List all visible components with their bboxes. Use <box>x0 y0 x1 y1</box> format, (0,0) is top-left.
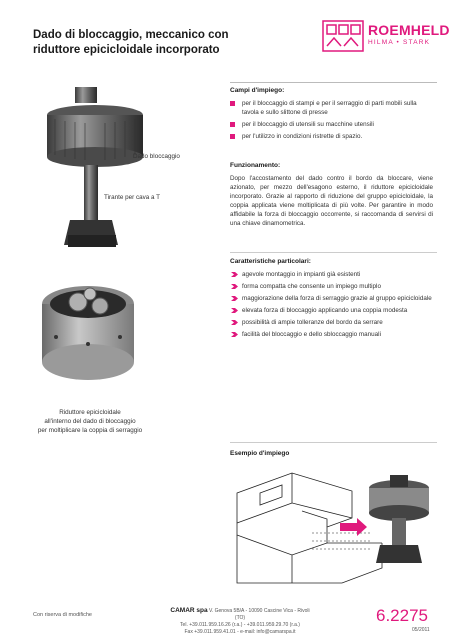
planetary-gear-image <box>38 282 138 387</box>
label-dado: Dado bloccaggio <box>133 153 180 160</box>
header-divider <box>230 82 437 83</box>
document-date: 05/2011 <box>412 627 430 633</box>
gear-caption <box>27 408 153 435</box>
page-title: Dado di bloccaggio, meccanico con riduttore epicicloidale incorporato <box>33 29 229 56</box>
caratteristiche-section <box>230 258 435 342</box>
caratteristiche-item: elevata forza di bloccaggio applicando una coppia modesta <box>230 306 435 315</box>
clamping-nut-image <box>40 85 150 260</box>
logo-brand: ROEMHELD <box>368 22 450 38</box>
footer-fax: Fax +39.011.959.41.01 - e-mail: info@camarspa.it <box>184 629 296 635</box>
arrow-bullet-icon <box>230 270 239 279</box>
footer-company: CAMAR spa <box>170 607 208 614</box>
funzionamento-text: Dopo l'accostamento del dado contro il bordo da bloccare, viene azionato, per mezzo dell'esagono esterno, il riduttore epicicloidale incorporato. Grazie al rapporto di riduzione del gruppo epicicloidale, la coppia applicata viene moltiplicata di più volte. Per garantire in modo affidabile la forza di bloccaggio occorrente, si raccomanda di servirsi di una chiave dinamometrica. <box>230 175 433 227</box>
roemheld-logo <box>322 20 450 60</box>
arrow-bullet-icon <box>230 282 239 291</box>
campi-item: per il bloccaggio di stampi e per il serraggio di parti mobili sulla tavola e sullo slittone di presse <box>230 99 435 117</box>
caratteristiche-item: forma compatta che consente un impiego multiplo <box>230 282 435 291</box>
square-bullet-icon <box>230 101 235 106</box>
gear-caption-line-1: Riduttore epicicloidale <box>59 409 121 416</box>
campi-section <box>230 87 435 144</box>
arrow-bullet-icon <box>230 294 239 303</box>
campi-item: per il bloccaggio di utensili su macchine utensili <box>230 120 435 129</box>
arrow-bullet-icon <box>230 330 239 339</box>
arrow-bullet-icon <box>230 306 239 315</box>
document-code: 6.2275 <box>376 606 428 625</box>
campi-heading: Campi d'impiego: <box>230 87 285 94</box>
section-divider <box>230 442 437 443</box>
square-bullet-icon <box>230 134 235 139</box>
square-bullet-icon <box>230 122 235 127</box>
footer-address: V. Genova 5B/A - 10090 Cascine Vica - Rivoli (TO) <box>208 608 310 621</box>
caratteristiche-item: maggiorazione della forza di serraggio grazie al gruppo epicicloidale <box>230 294 435 303</box>
caratteristiche-item: possibilità di ampie tolleranze del bordo da serrare <box>230 318 435 327</box>
logo-mark-icon <box>322 20 364 52</box>
gear-caption-line-3: per moltiplicare la coppia di serraggio <box>37 427 143 434</box>
footer-disclaimer: Con riserva di modifiche <box>33 612 92 618</box>
caratteristiche-heading: Caratteristiche particolari: <box>230 258 311 265</box>
footer-tel: Tel. +39.011.959.16.26 (r.a.) - +39.011.959.29.70 (r.a.) <box>180 622 300 628</box>
campi-item: per l'utilizzo in condizioni ristrette di spazio. <box>230 132 435 141</box>
gear-caption-line-2: all'interno del dado di bloccaggio <box>44 418 136 425</box>
label-tirante: Tirante per cava a T <box>104 194 160 201</box>
funzionamento-heading: Funzionamento: <box>230 162 281 169</box>
footer-company-info <box>170 607 310 636</box>
application-example-drawing <box>232 463 437 598</box>
caratteristiche-item: facilità del bloccaggio e dello sbloccaggio manuali <box>230 330 435 339</box>
arrow-bullet-icon <box>230 318 239 327</box>
esempio-heading: Esempio d'impiego <box>230 450 290 457</box>
funzionamento-section <box>230 162 433 228</box>
caratteristiche-item: agevole montaggio in impianti già esistenti <box>230 270 435 279</box>
section-divider <box>230 252 437 253</box>
logo-sub: HILMA • STARK <box>368 39 431 46</box>
